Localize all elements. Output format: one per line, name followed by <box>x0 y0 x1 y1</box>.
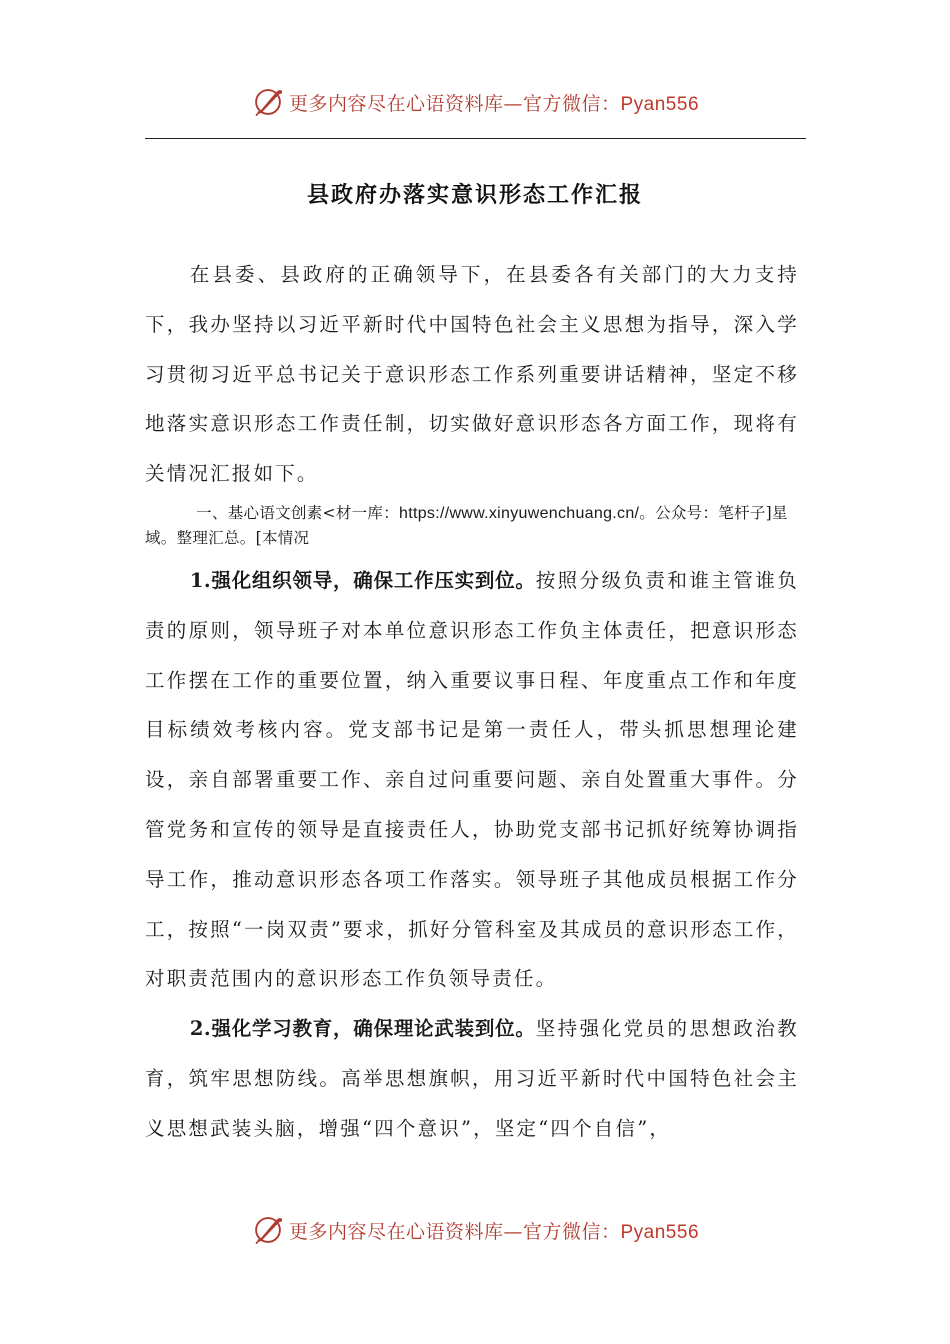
document-title: 县政府办落实意识形态工作汇报 <box>306 182 643 208</box>
footer-wechat-id: Pyan556 <box>620 1221 700 1243</box>
footer-dash: — <box>503 1220 523 1243</box>
header-banner <box>0 80 950 124</box>
footer-banner-text <box>289 1217 699 1244</box>
banner-slogan: 更多内容尽在心语资料库 <box>288 92 504 115</box>
footer-banner <box>0 1208 950 1252</box>
item-1-heading: 1.强化组织领导，确保工作压实到位。 <box>189 568 536 592</box>
item-2-body: 坚持强化党员的思想政治教育，筑牢思想防线。高举思想旗帜，用习近平新时代中国特色社会主义思想武装头脑，增强“四个意识”，坚定“四个自信”， <box>145 1017 800 1140</box>
footer-wechat-label: 官方微信： <box>522 1220 621 1243</box>
item-2-paragraph <box>145 1004 799 1153</box>
header-banner-text <box>289 89 699 116</box>
header-divider <box>145 138 806 139</box>
quill-pen-logo-icon <box>251 85 285 119</box>
section-line-prefix: 一、基心语文创素<材一库： <box>196 503 400 522</box>
section-line-url: https://www.xinyuwenchuang.cn/ <box>399 504 640 522</box>
item-1-body: 按照分级负责和谁主管谁负责的原则，领导班子对本单位意识形态工作负主体责任，把意识形态工作摆在工作的重要位置，纳入重要议事日程、年度重点工作和年度目标绩效考核内容。党支部书记是第一责任人，带头抓思想理论建设，亲自部署重要工作、亲自过问重要问题、亲自处置重大事件。分管党务和宣传的领导是直接责任人，协助党支部书记抓好统筹协调指导工作，推动意识形态各项工作落实。领导班子其他成员根据工作分工，按照“一岗双责”要求，抓好分管科室及其成员的意识形态工作，对职责范围内的意识形态工作负领导责任。 <box>145 568 800 991</box>
intro-paragraph: 在县委、县政府的正确领导下，在县委各有关部门的大力支持下，我办坚持以习近平新时代中国特色社会主义思想为指导，深入学习贯彻习近平总书记关于意识形态工作系列重要讲话精神，坚定不移地落实意识形态工作责任制，切实做好意识形态各方面工作，现将有关情况汇报如下。 <box>145 263 799 486</box>
section-line-suffix: 。公众号：笔杆子]星域。整理汇总。[本情况 <box>145 503 788 547</box>
item-2-heading: 2.强化学习教育，确保理论武装到位。 <box>189 1017 536 1041</box>
quill-pen-logo-icon <box>251 1213 285 1247</box>
banner-wechat-label: 官方微信： <box>522 92 621 115</box>
document-body <box>145 250 799 1154</box>
item-1-paragraph <box>145 556 799 1004</box>
banner-dash: — <box>503 92 523 115</box>
banner-wechat-id: Pyan556 <box>620 93 700 115</box>
footer-slogan: 更多内容尽在心语资料库 <box>288 1220 504 1243</box>
section-heading-line <box>145 499 799 556</box>
